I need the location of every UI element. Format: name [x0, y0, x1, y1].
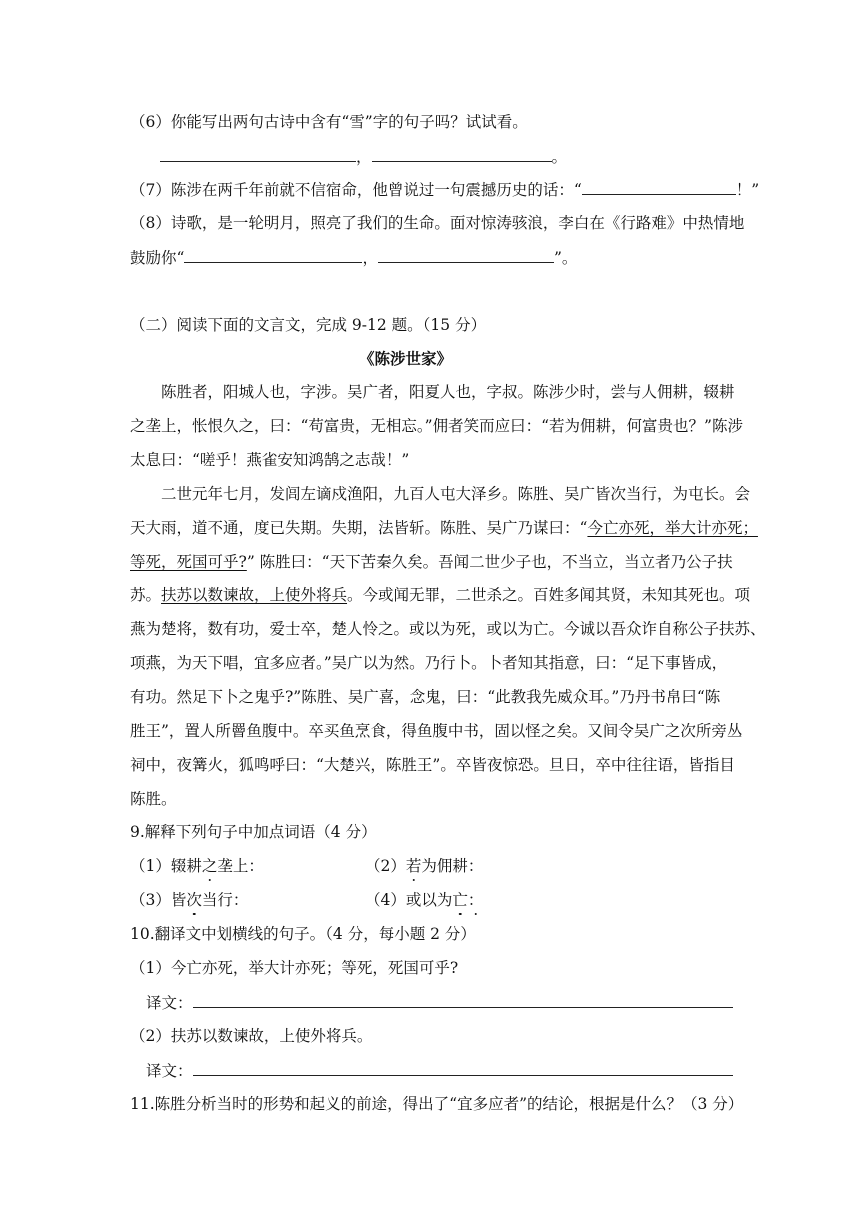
- item-text: 当行：: [201, 891, 249, 909]
- end-mark: 。: [551, 148, 568, 166]
- item-text: ：: [467, 891, 484, 909]
- passage-text: 。今或闻无罪，二世杀之。百姓多闻其贤，未知其死也。项: [347, 586, 751, 604]
- translation-label: 译文：: [146, 1062, 193, 1080]
- underlined-sentence: 扶苏以数谏故，上使外将兵: [161, 586, 348, 604]
- translation-line-2: [146, 1060, 733, 1081]
- passage-line: 胜王”，置人所罾鱼腹中。卒买鱼烹食，得鱼腹中书，固以怪之矣。又间令吴广之次所旁丛: [130, 722, 743, 740]
- section-heading: （二）阅读下面的文言文，完成 9-12 题。（15 分）: [130, 316, 487, 334]
- answer-blank[interactable]: [184, 247, 362, 263]
- passage-text: 天大雨，道不通，度已失期。失期，法皆斩。陈胜、吴广乃谋曰：“: [130, 519, 588, 537]
- item-text: 为佣耕：: [421, 857, 484, 875]
- translation-blank[interactable]: [193, 992, 733, 1008]
- question-8-line2: [130, 247, 577, 268]
- passage-line: 二世元年七月，发闾左谪戍渔阳，九百人屯大泽乡。陈胜、吴广皆次当行，为屯长。会: [161, 485, 751, 503]
- question-8-text: 鼓励你“: [130, 249, 185, 267]
- passage-line: 太息曰：“嗟乎！燕雀安知鸿鹄之志哉！”: [130, 451, 410, 469]
- passage-line: 有功。然足下卜之鬼乎?”陈胜、吴广喜，念鬼，曰：“此教我先威众耳。”乃丹书帛曰“陈: [130, 688, 721, 706]
- underlined-sentence: 等死，死国可乎?: [130, 553, 247, 571]
- translation-line-1: [146, 992, 733, 1013]
- question-11: 11.陈胜分析当时的形势和起义的前途，得出了“宜多应者”的结论，根据是什么？（3 分）: [130, 1095, 744, 1113]
- question-9-heading: 9.解释下列句子中加点词语（4 分）: [130, 823, 377, 841]
- dotted-word: 若: [405, 857, 422, 875]
- separator: ，: [362, 249, 378, 267]
- answer-blank[interactable]: [378, 247, 554, 263]
- passage-line: [130, 518, 758, 538]
- question-7-text: （7）陈涉在两千年前就不信宿命，他曾说过一句震撼历史的话：“: [130, 181, 582, 199]
- question-10-sentence-2: （2）扶苏以数谏故，上使外将兵。: [130, 1027, 373, 1045]
- dotted-word: 次: [186, 891, 202, 909]
- passage-line: 项燕，为天下唱，宜多应者。”吴广以为然。乃行卜。卜者知其指意，曰：“足下事皆成，: [130, 654, 728, 672]
- question-9-item-1: [130, 856, 264, 876]
- question-8-line1: （8）诗歌，是一轮明月，照亮了我们的生命。面对惊涛骇浪，李白在《行路难》中热情地: [130, 214, 745, 232]
- question-6: （6）你能写出两句古诗中含有“雪”字的句子吗？试试看。: [130, 113, 528, 131]
- question-7: [130, 179, 759, 200]
- end-mark: ！”: [735, 181, 760, 199]
- question-10-heading: 10.翻译文中划横线的句子。（4 分，每小题 2 分）: [130, 925, 476, 943]
- question-9-item-4: [365, 890, 483, 910]
- dotted-word: 亡: [452, 891, 468, 909]
- passage-line: 祠中，夜篝火，狐鸣呼曰：“大楚兴，陈胜王”。卒皆夜惊恐。旦日，卒中往往语，皆指目: [130, 756, 735, 774]
- item-text: 垄上：: [217, 857, 264, 875]
- passage-text: 苏。: [130, 586, 162, 604]
- passage-line: [130, 552, 733, 572]
- translation-blank[interactable]: [193, 1060, 733, 1076]
- item-text: （1）辍耕: [130, 857, 202, 875]
- item-text: （4）或以为: [365, 891, 453, 909]
- passage-line: 陈胜。: [130, 790, 177, 808]
- item-text: （2）: [365, 857, 406, 875]
- end-mark: ”。: [553, 249, 578, 267]
- question-6-answer-line: [160, 146, 567, 167]
- separator: ，: [356, 148, 372, 166]
- question-9-item-3: [130, 890, 248, 910]
- passage-line: [130, 585, 750, 605]
- passage-line: 陈胜者，阳城人也，字涉。吴广者，阳夏人也，字叔。陈涉少时，尝与人佣耕，辍耕: [161, 383, 735, 401]
- dotted-word: 之: [201, 857, 218, 875]
- answer-blank[interactable]: [160, 146, 356, 162]
- translation-label: 译文：: [146, 994, 193, 1012]
- answer-blank[interactable]: [372, 146, 552, 162]
- question-9-item-2: [365, 856, 483, 876]
- underlined-sentence: 今亡亦死，举大计亦死；: [587, 519, 758, 537]
- item-text: （3）皆: [130, 891, 187, 909]
- answer-blank[interactable]: [582, 179, 736, 195]
- passage-line: 燕为楚将，数有功，爱士卒，楚人怜之。或以为死，或以为亡。今诚以吾众诈自称公子扶苏、: [130, 620, 766, 638]
- passage-text: ” 陈胜曰：“天下苦秦久矣。吾闻二世少子也，不当立，当立者乃公子扶: [246, 553, 733, 571]
- question-10-sentence-1: （1）今亡亦死，举大计亦死；等死，死国可乎?: [130, 959, 459, 977]
- passage-line: 之垄上，怅恨久之，曰：“苟富贵，无相忘。”佣者笑而应曰：“若为佣耕，何富贵也？”陈涉: [130, 417, 743, 435]
- passage-title: 《陈涉世家》: [359, 349, 453, 368]
